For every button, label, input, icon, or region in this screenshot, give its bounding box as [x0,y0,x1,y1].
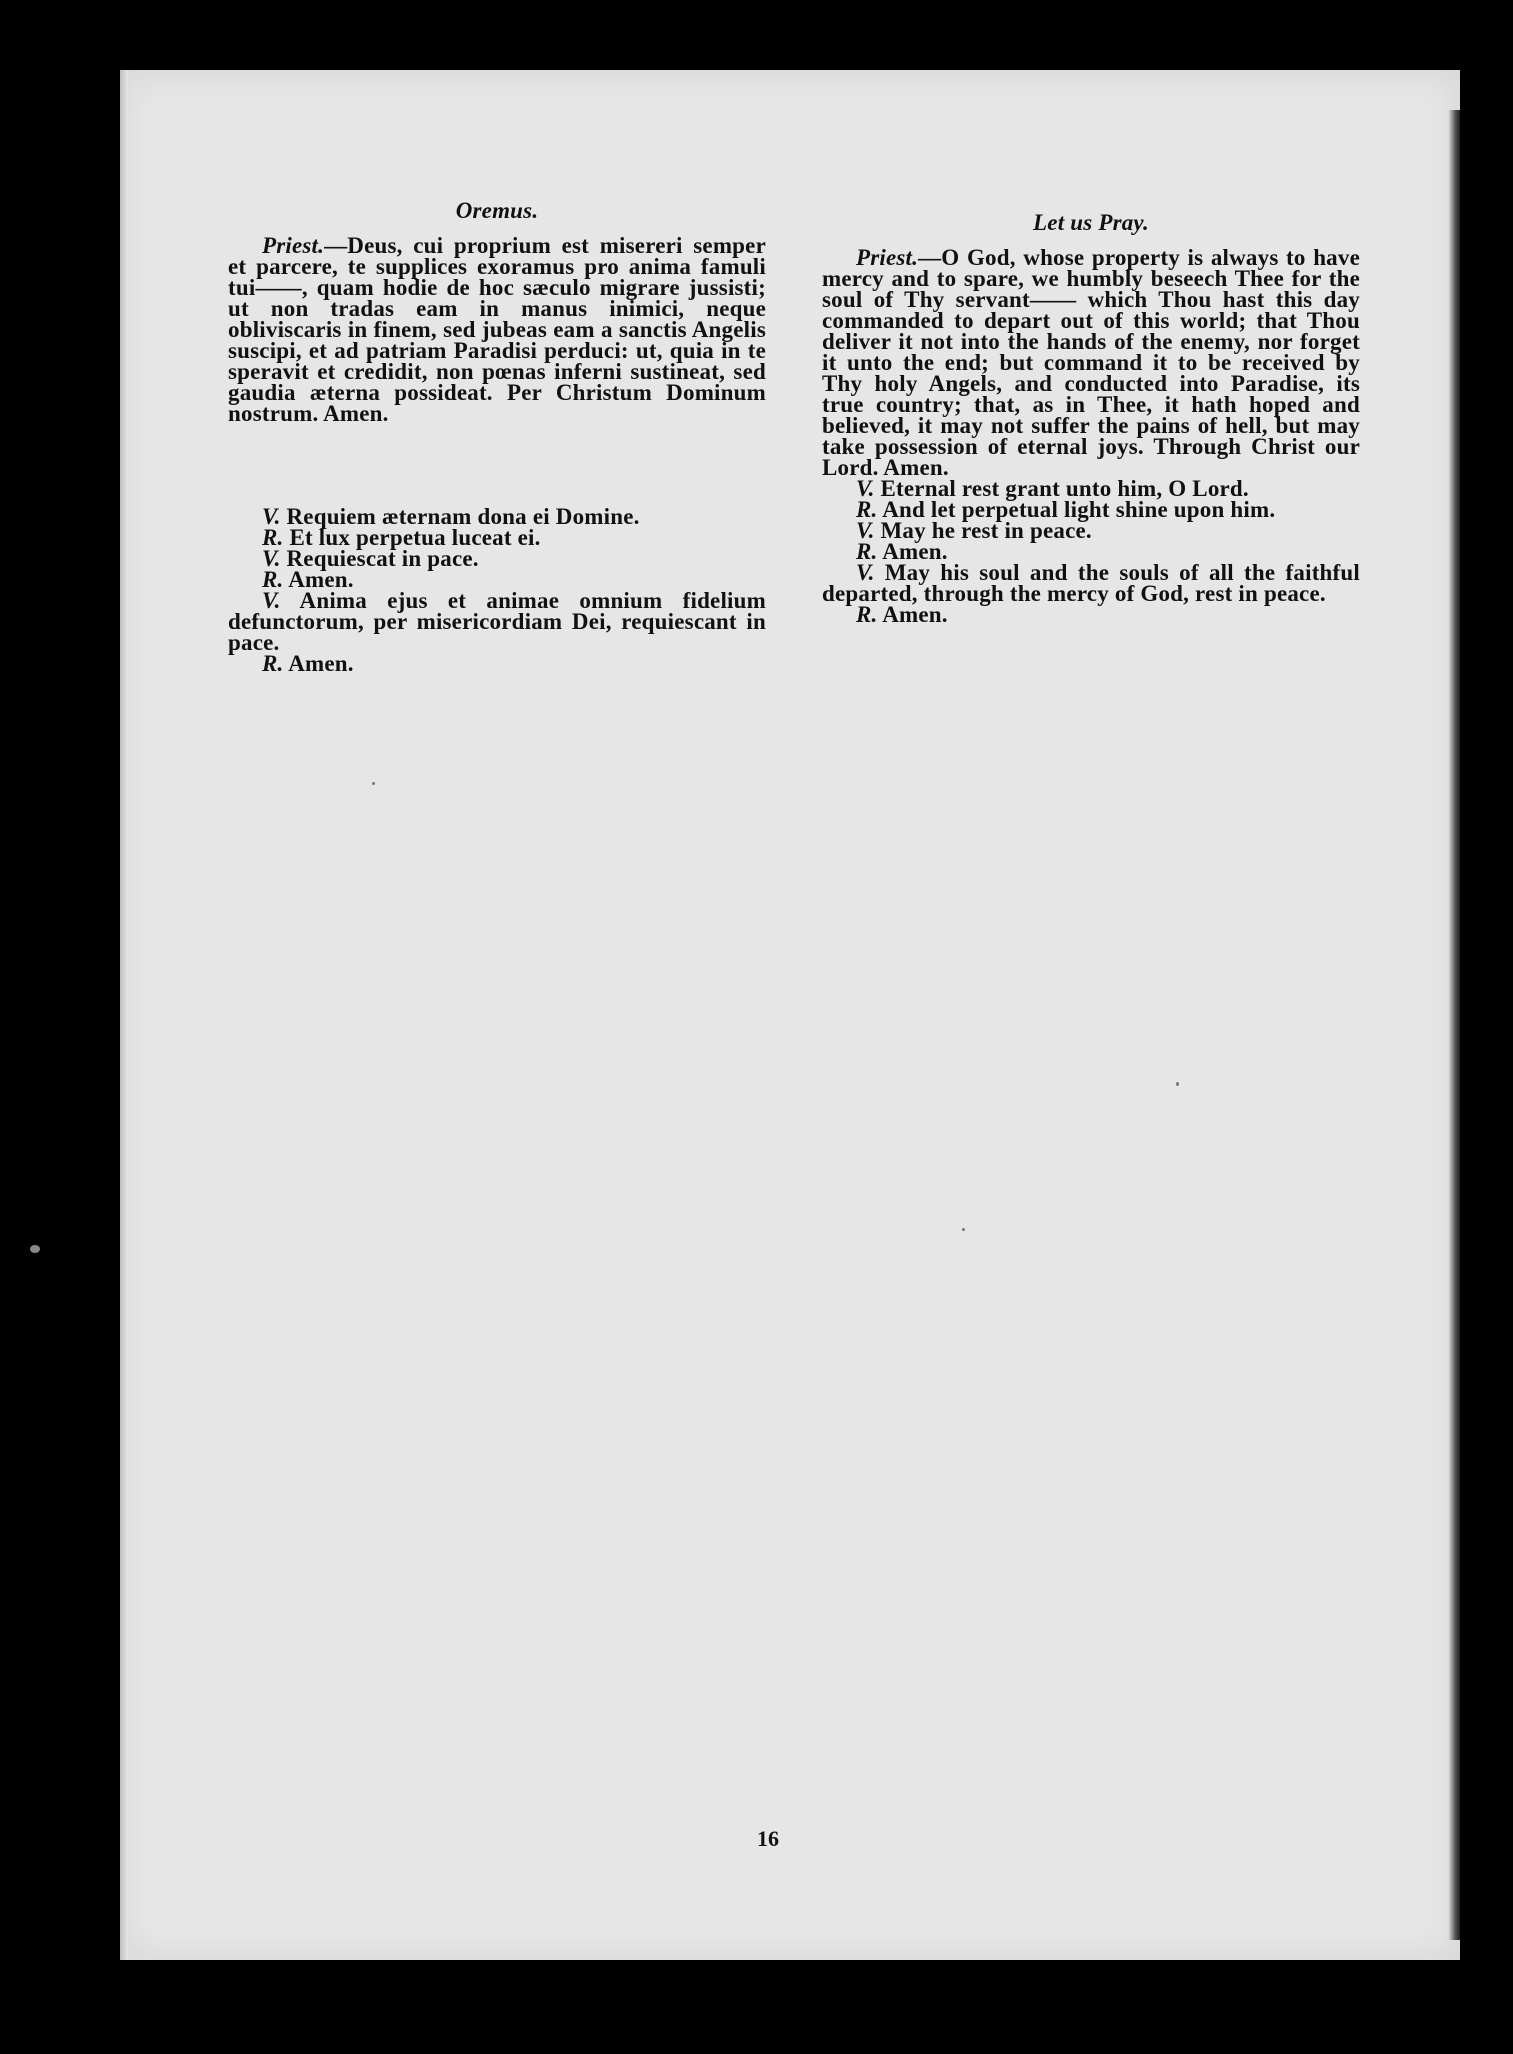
english-heading: Let us Pray. [1033,210,1149,235]
english-column [822,212,1360,625]
column-gap [228,424,766,506]
latin-response [228,569,766,590]
latin-response [228,506,766,527]
response-text: Amen. [288,567,354,592]
latin-prayer [228,235,766,424]
response-text: Et lux perpetua luceat ei. [289,525,541,550]
english-prayer-role: Priest. [856,245,919,270]
response-mark: R. [262,567,284,592]
response-text: Amen. [288,651,354,676]
latin-response [228,590,766,653]
response-text: And let perpetual light shine upon him. [882,497,1276,522]
response-mark: V. [856,476,875,501]
response-text: Eternal rest grant unto him, O Lord. [880,476,1249,501]
english-response [822,499,1360,520]
scan-speck [30,1245,40,1253]
english-prayer [822,247,1360,478]
page-edge-left [120,70,128,1960]
english-prayer-text: —O God, whose property is always to have mercy and to spare, we humbly beseech Thee for the soul of Thy servant—— which Thou hast this day commanded to depart out of this world; that Thou deliver it not into the hands of the enemy, nor forget it unto the end; but command it to be received by Thy holy Angels, and conducted into Paradise, its true country; that, as in Thee, it hath hoped and believed, it may not suffer the pains of hell, but may take possession of eternal joys. Through Christ our Lord. Amen. [822,245,1360,480]
page-edge-right [1448,110,1460,1940]
english-response [822,478,1360,499]
latin-prayer-role: Priest. [262,233,325,258]
response-text: May his soul and the souls of all the faithful departed, through the mercy of God, rest in peace. [822,560,1360,606]
response-mark: V. [856,518,875,543]
scan-speck [1176,1082,1179,1086]
latin-response [228,548,766,569]
response-mark: V. [262,504,281,529]
latin-column [228,200,766,674]
scan-speck [962,1228,965,1231]
response-mark: R. [262,525,284,550]
english-response [822,541,1360,562]
response-mark: V. [856,560,875,585]
response-text: Amen. [882,602,948,627]
response-text: Amen. [882,539,948,564]
page-number: 16 [757,1826,779,1851]
latin-heading: Oremus. [455,198,539,223]
latin-prayer-text: —Deus, cui proprium est misereri semper et parcere, te supplices exoramus pro anima famuli tui——, quam hodie de hoc sæculo migrare jussisti; ut non tradas eam in manus inimici, neque obliviscaris in finem, sed jubeas eam a sanctis Angelis suscipi, et ad patriam Paradisi perduci: ut, quia in te speravit et credidit, non pœnas inferni sustineat, sed gaudia æterna possideat. Per Christum Dominum nostrum. Amen. [228,233,766,426]
response-mark: V. [262,588,281,613]
english-response [822,562,1360,604]
response-mark: R. [856,602,878,627]
latin-response [228,653,766,674]
latin-response [228,527,766,548]
response-text: May he rest in peace. [880,518,1092,543]
response-text: Requiem æternam dona ei Domine. [286,504,640,529]
english-response [822,604,1360,625]
english-response [822,520,1360,541]
scan-speck [372,782,375,785]
response-mark: R. [856,497,878,522]
response-mark: V. [262,546,281,571]
response-mark: R. [262,651,284,676]
response-text: Anima ejus et animae omnium fidelium defunctorum, per misericordiam Dei, requiescant in pace. [228,588,766,655]
response-mark: R. [856,539,878,564]
response-text: Requiescat in pace. [286,546,479,571]
